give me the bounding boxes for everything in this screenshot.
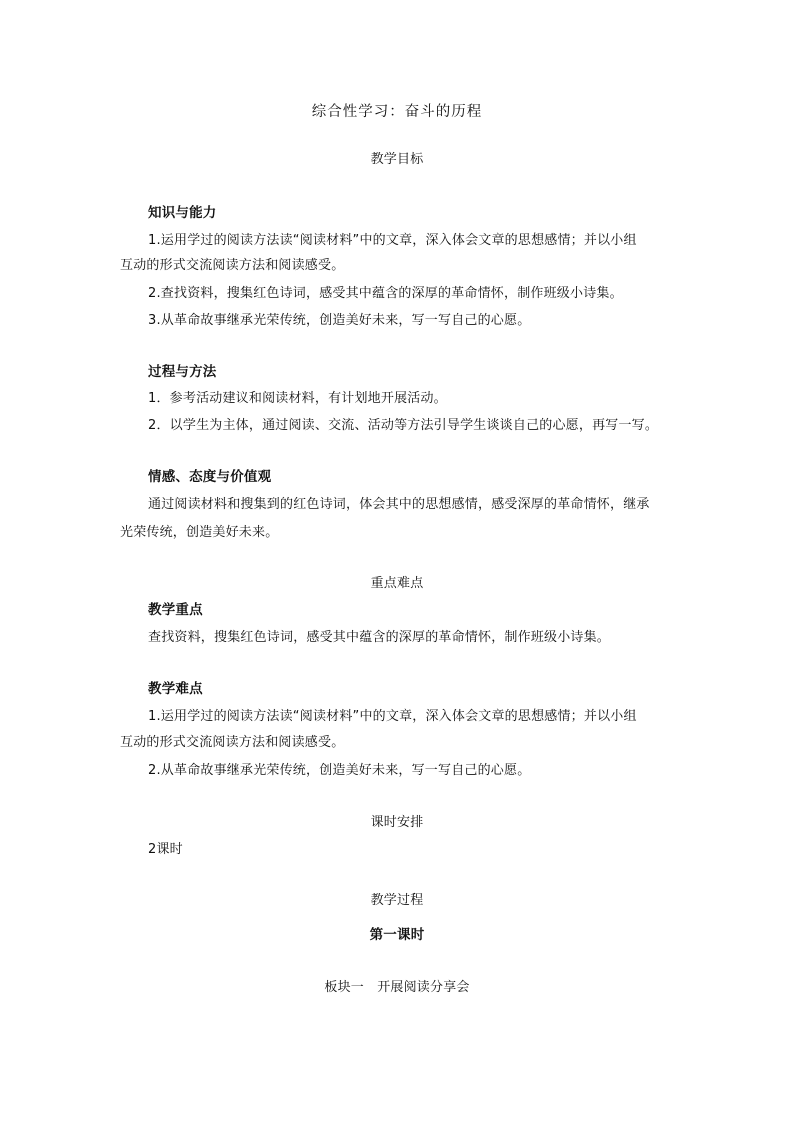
section-heading-schedule: 课时安排 (370, 815, 424, 830)
lesson-heading: 第一课时 (369, 927, 425, 943)
paragraph-difficulty-1-line-2: 互动的形式交流阅读方法和阅读感受。 (120, 735, 345, 750)
subheading-process-method: 过程与方法 (148, 364, 217, 380)
section-heading-key-points: 重点难点 (370, 576, 424, 591)
subheading-knowledge: 知识与能力 (148, 205, 217, 221)
subheading-teaching-difficulty: 教学难点 (148, 681, 203, 697)
paragraph-knowledge-1-line-2: 互动的形式交流阅读方法和阅读感受。 (120, 258, 345, 273)
paragraph-teaching-focus: 查找资料，搜集红色诗词，感受其中蕴含的深厚的革命情怀，制作班级小诗集。 (148, 630, 611, 645)
section-heading-objectives: 教学目标 (370, 152, 424, 167)
paragraph-emotion-line-2: 光荣传统，创造美好未来。 (120, 525, 279, 540)
paragraph-process-2: 2．以学生为主体，通过阅读、交流、活动等方法引导学生谈谈自己的心愿，再写一写。 (148, 418, 659, 433)
subheading-teaching-focus: 教学重点 (148, 602, 203, 618)
paragraph-emotion-line-1: 通过阅读材料和搜集到的红色诗词，体会其中的思想感情，感受深厚的革命情怀，继承 (148, 497, 650, 512)
document-title: 综合性学习：奋斗的历程 (311, 104, 483, 120)
block-heading: 板块一 开展阅读分享会 (324, 980, 470, 995)
paragraph-difficulty-2: 2.从革命故事继承光荣传统，创造美好未来，写一写自己的心愿。 (148, 763, 531, 778)
paragraph-difficulty-1-line-1: 1.运用学过的阅读方法读“阅读材料”中的文章，深入体会文章的思想感情；并以小组 (148, 709, 637, 724)
paragraph-knowledge-1-line-1: 1.运用学过的阅读方法读“阅读材料”中的文章，深入体会文章的思想感情；并以小组 (148, 233, 637, 248)
schedule-value: 2课时 (148, 842, 183, 857)
paragraph-knowledge-2: 2.查找资料，搜集红色诗词，感受其中蕴含的深厚的革命情怀，制作班级小诗集。 (148, 286, 623, 301)
paragraph-process-1: 1．参考活动建议和阅读材料，有计划地开展活动。 (148, 391, 447, 406)
paragraph-knowledge-3: 3.从革命故事继承光荣传统，创造美好未来，写一写自己的心愿。 (148, 313, 531, 328)
subheading-emotion-values: 情感、态度与价值观 (148, 469, 272, 485)
section-heading-teaching-process: 教学过程 (370, 893, 424, 908)
